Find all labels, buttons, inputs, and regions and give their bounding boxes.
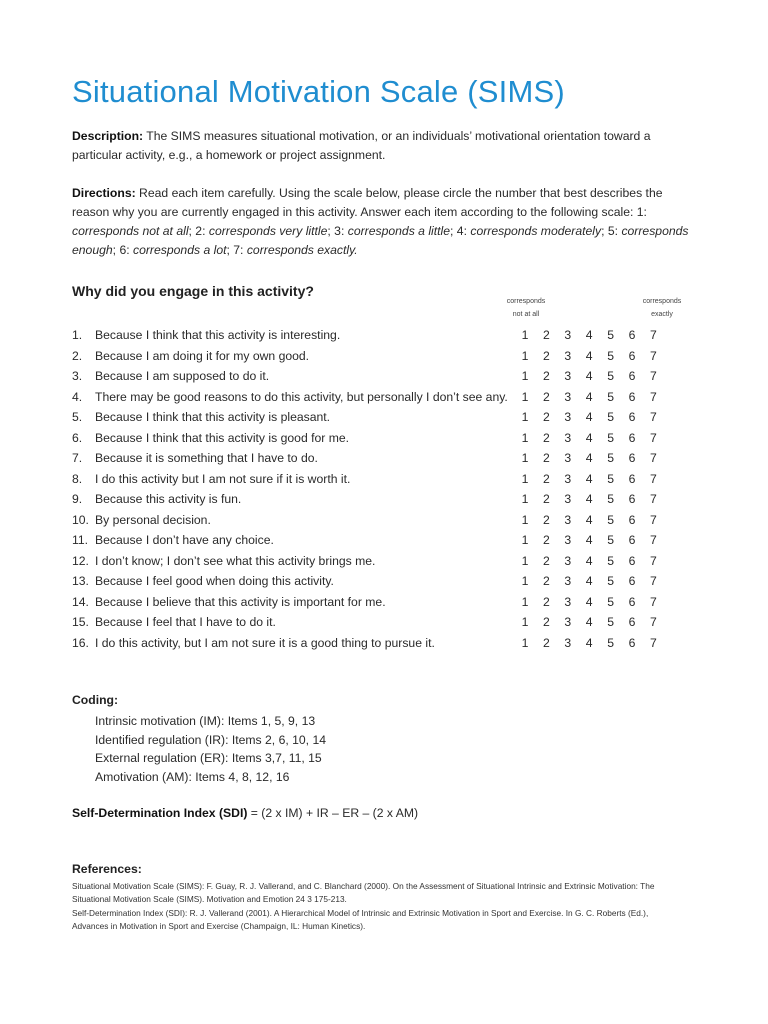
- directions-text: Read each item carefully. Using the scale below, please circle the number that best describes the reason why you are currently engaged in this activity. Answer each item according to the following scale: 1:: [72, 186, 663, 219]
- rating-option[interactable]: 7: [650, 369, 657, 383]
- reference-line: Situational Motivation Scale (SIMS): F. Guay, R. J. Vallerand, and C. Blanchard (2000). On the Assessment of Situational Intrinsic and Extrinsic Motivation: The: [72, 881, 655, 891]
- item-number: 9.: [72, 492, 83, 506]
- reference-line: Self-Determination Index (SDI): R. J. Vallerand (2001). A Hierarchical Model of Intrinsic and Extrinsic Motivation in Sport and Exercise. In G. C. Roberts (Ed.),: [72, 907, 649, 918]
- rating-option[interactable]: 4: [585, 369, 593, 383]
- directions-label: Directions:: [72, 186, 136, 200]
- item-text: Because this activity is fun.: [95, 492, 242, 506]
- item-text: Because I feel good when doing this activity.: [95, 574, 334, 588]
- rating-option[interactable]: 6: [628, 615, 636, 629]
- rating-option[interactable]: 7: [650, 410, 657, 424]
- item-number: 2.: [72, 348, 83, 363]
- item-number: 7.: [72, 451, 83, 465]
- item-text: Because I am doing it for my own good.: [95, 348, 310, 363]
- item-number: 16.: [72, 635, 89, 650]
- questionnaire-item: [72, 533, 712, 554]
- item-number: 4.: [72, 389, 83, 404]
- directions-paragraph: [72, 184, 702, 260]
- rating-scale: [519, 636, 661, 652]
- rating-option[interactable]: 3: [564, 410, 572, 424]
- rating-option[interactable]: 7: [650, 574, 657, 588]
- rating-option[interactable]: 1: [521, 430, 529, 445]
- rating-option[interactable]: 1: [521, 594, 529, 609]
- rating-option[interactable]: 4: [585, 635, 593, 650]
- rating-option[interactable]: 2: [543, 594, 550, 609]
- rating-scale: [519, 574, 661, 590]
- item-number: 12.: [72, 553, 89, 568]
- rating-scale: [519, 533, 661, 549]
- rating-scale: [519, 390, 661, 406]
- item-number: 13.: [72, 574, 89, 588]
- item-text: Because I believe that this activity is important for me.: [95, 594, 386, 609]
- rating-option[interactable]: 3: [564, 594, 572, 609]
- rating-option[interactable]: 7: [650, 635, 657, 650]
- rating-option[interactable]: 4: [585, 389, 593, 404]
- rating-option[interactable]: 2: [543, 369, 550, 383]
- rating-option[interactable]: 6: [628, 512, 636, 527]
- rating-option[interactable]: 2: [543, 533, 550, 547]
- rating-option[interactable]: 3: [564, 635, 572, 650]
- rating-option[interactable]: 2: [543, 492, 550, 506]
- rating-option[interactable]: 1: [521, 410, 529, 424]
- rating-option[interactable]: 6: [628, 635, 636, 650]
- rating-option[interactable]: 2: [543, 328, 550, 342]
- rating-option[interactable]: 5: [607, 369, 614, 383]
- rating-option[interactable]: 5: [607, 451, 614, 465]
- scale-sep: ; 6:: [112, 243, 133, 257]
- item-number: 6.: [72, 430, 83, 445]
- rating-option[interactable]: 3: [564, 533, 572, 547]
- rating-option[interactable]: 5: [607, 328, 614, 342]
- item-number: 3.: [72, 369, 83, 383]
- scale-sep: ; 4:: [450, 224, 471, 238]
- rating-option[interactable]: 7: [650, 389, 657, 404]
- rating-option[interactable]: 5: [607, 512, 614, 527]
- rating-option[interactable]: 1: [521, 492, 529, 506]
- sdi-formula: [72, 806, 418, 820]
- scale-label-5: corresponds enough: [72, 224, 689, 257]
- rating-option[interactable]: 5: [607, 410, 614, 424]
- questionnaire-item: [72, 574, 712, 595]
- question-heading: Why did you engage in this activity?: [72, 283, 314, 299]
- questionnaire-item: [72, 451, 712, 472]
- coding-line: Identified regulation (IR): Items 2, 6, 10, 14: [95, 732, 327, 747]
- rating-option[interactable]: 6: [628, 369, 636, 383]
- item-number: 10.: [72, 512, 89, 527]
- rating-option[interactable]: 6: [628, 389, 636, 404]
- questionnaire-item: [72, 431, 712, 452]
- rating-option[interactable]: 7: [650, 594, 657, 609]
- rating-option[interactable]: 5: [607, 574, 614, 588]
- item-text: Because I feel that I have to do it.: [95, 615, 276, 629]
- rating-option[interactable]: 3: [564, 430, 572, 445]
- questionnaire-item: [72, 328, 712, 349]
- rating-option[interactable]: 4: [585, 512, 593, 527]
- questionnaire-item: [72, 369, 712, 390]
- rating-option[interactable]: 6: [628, 430, 636, 445]
- rating-option[interactable]: 2: [543, 635, 550, 650]
- rating-option[interactable]: 1: [521, 471, 529, 486]
- questionnaire-item: [72, 390, 712, 411]
- rating-option[interactable]: 2: [543, 471, 550, 486]
- questionnaire-item: [72, 615, 712, 636]
- rating-option[interactable]: 1: [521, 369, 529, 383]
- page-title: Situational Motivation Scale (SIMS): [72, 74, 565, 109]
- rating-option[interactable]: 3: [564, 348, 572, 363]
- rating-option[interactable]: 1: [521, 451, 529, 465]
- rating-option[interactable]: 3: [564, 328, 572, 342]
- rating-scale: [519, 431, 661, 447]
- rating-option[interactable]: 7: [650, 533, 657, 547]
- rating-option[interactable]: 3: [564, 451, 572, 465]
- rating-option[interactable]: 6: [628, 328, 636, 342]
- item-number: 14.: [72, 594, 89, 609]
- rating-option[interactable]: 1: [521, 512, 529, 527]
- item-text: There may be good reasons to do this activity, but personally I don’t see any.: [95, 389, 508, 404]
- rating-option[interactable]: 1: [521, 389, 529, 404]
- description-text: The SIMS measures situational motivation, or an individuals’ motivational orientation toward a particular activity, e.g., a homework or project assignment.: [72, 129, 651, 162]
- coding-line: Amotivation (AM): Items 4, 8, 12, 16: [95, 769, 290, 784]
- item-number: 5.: [72, 410, 83, 424]
- rating-option[interactable]: 2: [543, 389, 550, 404]
- reference-line: Situational Motivation Scale (SIMS). Motivation and Emotion 24 3 175-213.: [72, 894, 347, 905]
- questionnaire-items: [72, 328, 712, 656]
- rating-option[interactable]: 3: [564, 471, 572, 486]
- rating-option[interactable]: 7: [650, 553, 657, 568]
- rating-scale: [519, 513, 661, 529]
- rating-option[interactable]: 3: [564, 553, 572, 568]
- rating-option[interactable]: 2: [543, 512, 550, 527]
- rating-option[interactable]: 1: [521, 635, 529, 650]
- rating-option[interactable]: 4: [585, 348, 593, 363]
- rating-option[interactable]: 2: [543, 430, 550, 445]
- sdi-label: Self-Determination Index (SDI): [72, 806, 248, 820]
- rating-option[interactable]: 4: [585, 328, 593, 342]
- scale-anchor-high-line1: corresponds: [642, 298, 682, 305]
- rating-option[interactable]: 2: [543, 615, 550, 629]
- rating-scale: [519, 451, 661, 467]
- rating-option[interactable]: 7: [650, 492, 657, 506]
- rating-option[interactable]: 2: [543, 348, 550, 363]
- item-text: Because I am supposed to do it.: [95, 369, 270, 383]
- rating-option[interactable]: 4: [585, 451, 593, 465]
- item-text: Because I think that this activity is interesting.: [95, 328, 341, 342]
- sdi-formula-text: = (2 x IM) + IR – ER – (2 x AM): [247, 806, 419, 820]
- rating-scale: [519, 369, 661, 385]
- rating-scale: [519, 615, 661, 631]
- rating-option[interactable]: 1: [521, 615, 529, 629]
- rating-option[interactable]: 1: [521, 553, 529, 568]
- item-text: I do this activity, but I am not sure it is a good thing to pursue it.: [95, 635, 435, 650]
- rating-option[interactable]: 4: [585, 410, 593, 424]
- rating-option[interactable]: 3: [564, 492, 572, 506]
- rating-option[interactable]: 4: [585, 615, 593, 629]
- scale-anchor-high-line2: exactly: [651, 311, 673, 318]
- rating-scale: [519, 410, 661, 426]
- scale-label-7: corresponds exactly.: [246, 243, 358, 257]
- rating-option[interactable]: 5: [607, 492, 614, 506]
- item-text: By personal decision.: [95, 512, 211, 527]
- rating-option[interactable]: 2: [543, 410, 550, 424]
- scale-label-3: corresponds a little: [347, 224, 451, 238]
- scale-sep: ; 7:: [226, 243, 247, 257]
- rating-option[interactable]: 7: [650, 451, 657, 465]
- rating-option[interactable]: 3: [564, 369, 572, 383]
- scale-label-2: corresponds very little: [208, 224, 328, 238]
- item-number: 8.: [72, 471, 83, 486]
- rating-option[interactable]: 7: [650, 615, 657, 629]
- questionnaire-item: [72, 410, 712, 431]
- references-list: [72, 880, 692, 934]
- questionnaire-item: [72, 636, 712, 657]
- rating-scale: [519, 595, 661, 611]
- scale-label-1: corresponds not at all: [72, 224, 189, 238]
- questionnaire-item: [72, 595, 712, 616]
- description-paragraph: [72, 127, 702, 165]
- rating-option[interactable]: 2: [543, 451, 550, 465]
- scale-anchor-low-line2: not at all: [512, 311, 540, 318]
- rating-option[interactable]: 4: [585, 430, 593, 445]
- coding-list: [95, 712, 326, 786]
- rating-option[interactable]: 6: [628, 348, 636, 363]
- rating-option[interactable]: 6: [628, 410, 636, 424]
- rating-option[interactable]: 5: [607, 615, 614, 629]
- questionnaire-item: [72, 554, 712, 575]
- coding-title: Coding:: [72, 693, 119, 707]
- rating-option[interactable]: 6: [628, 471, 636, 486]
- reference-line: Advances in Motivation in Sport and Exercise (Champaign, IL: Human Kinetics).: [72, 921, 366, 932]
- rating-option[interactable]: 3: [564, 574, 572, 588]
- rating-option[interactable]: 1: [521, 574, 529, 588]
- rating-option[interactable]: 7: [650, 348, 657, 363]
- rating-option[interactable]: 7: [650, 430, 657, 445]
- rating-option[interactable]: 7: [650, 471, 657, 486]
- scale-anchor-low: [496, 295, 556, 321]
- rating-option[interactable]: 5: [607, 533, 614, 547]
- scale-sep: ; 3:: [327, 224, 348, 238]
- rating-option[interactable]: 4: [585, 574, 593, 588]
- rating-option[interactable]: 5: [607, 635, 614, 650]
- rating-option[interactable]: 6: [628, 594, 636, 609]
- scale-anchor-high: [632, 295, 692, 321]
- rating-option[interactable]: 4: [585, 471, 593, 486]
- item-text: Because I don’t have any choice.: [95, 533, 274, 547]
- scale-anchor-low-line1: corresponds: [506, 298, 546, 305]
- rating-option[interactable]: 5: [607, 553, 614, 568]
- rating-option[interactable]: 4: [585, 553, 593, 568]
- item-text: Because I think that this activity is pleasant.: [95, 410, 331, 424]
- rating-scale: [519, 328, 661, 344]
- item-text: Because I think that this activity is good for me.: [95, 430, 350, 445]
- questionnaire-item: [72, 472, 712, 493]
- scale-label-4: corresponds moderately: [470, 224, 602, 238]
- questionnaire-item: [72, 492, 712, 513]
- scale-sep: ; 2:: [188, 224, 209, 238]
- references-title: References:: [72, 862, 142, 876]
- rating-scale: [519, 349, 661, 365]
- item-number: 15.: [72, 615, 89, 629]
- rating-option[interactable]: 5: [607, 389, 614, 404]
- rating-option[interactable]: 5: [607, 348, 614, 363]
- rating-option[interactable]: 6: [628, 451, 636, 465]
- rating-option[interactable]: 6: [628, 533, 636, 547]
- rating-option[interactable]: 1: [521, 533, 529, 547]
- rating-option[interactable]: 5: [607, 471, 614, 486]
- rating-option[interactable]: 3: [564, 389, 572, 404]
- rating-option[interactable]: 2: [543, 553, 550, 568]
- rating-option[interactable]: 1: [521, 328, 529, 342]
- rating-option[interactable]: 3: [564, 512, 572, 527]
- rating-option[interactable]: 6: [628, 574, 636, 588]
- rating-option[interactable]: 4: [585, 594, 593, 609]
- rating-option[interactable]: 5: [607, 430, 614, 445]
- questionnaire-item: [72, 349, 712, 370]
- rating-option[interactable]: 3: [564, 615, 572, 629]
- rating-option[interactable]: 6: [628, 492, 636, 506]
- rating-option[interactable]: 4: [585, 492, 593, 506]
- coding-line: Intrinsic motivation (IM): Items 1, 5, 9, 13: [95, 714, 316, 728]
- description-label: Description:: [72, 129, 144, 143]
- rating-option[interactable]: 4: [585, 533, 593, 547]
- item-number: 11.: [72, 533, 89, 547]
- item-text: I don’t know; I don’t see what this activity brings me.: [95, 553, 376, 568]
- item-text: Because it is something that I have to do.: [95, 451, 318, 465]
- item-text: I do this activity but I am not sure if it is worth it.: [95, 471, 351, 486]
- rating-option[interactable]: 7: [650, 512, 657, 527]
- scale-label-6: corresponds a lot: [133, 243, 227, 257]
- rating-option[interactable]: 6: [628, 553, 636, 568]
- item-number: 1.: [72, 328, 83, 342]
- rating-scale: [519, 492, 661, 508]
- rating-option[interactable]: 1: [521, 348, 529, 363]
- rating-scale: [519, 472, 661, 488]
- rating-option[interactable]: 2: [543, 574, 550, 588]
- questionnaire-item: [72, 513, 712, 534]
- coding-line: External regulation (ER): Items 3,7, 11, 15: [95, 751, 322, 765]
- scale-sep: ; 5:: [601, 224, 622, 238]
- rating-scale: [519, 554, 661, 570]
- rating-option[interactable]: 5: [607, 594, 614, 609]
- rating-option[interactable]: 7: [650, 328, 657, 342]
